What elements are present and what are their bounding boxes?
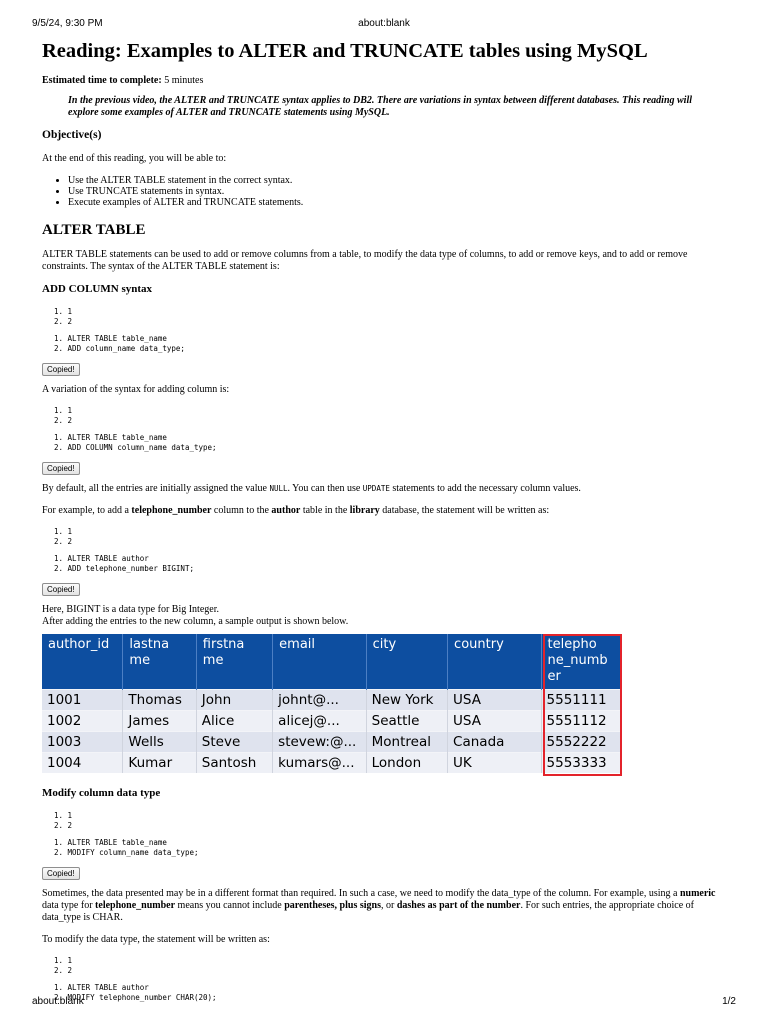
text-span: data type for xyxy=(42,900,96,911)
table-row xyxy=(42,711,622,732)
add-column-heading: ADD COLUMN syntax xyxy=(42,283,152,295)
code-line: 2. ADD COLUMN column_name data_type; xyxy=(54,442,217,452)
bold-text: author xyxy=(271,505,301,516)
table-cell: USA xyxy=(448,690,541,711)
code-block xyxy=(54,838,722,857)
estimated-time-label: Estimated time to complete: xyxy=(42,75,162,86)
document-page xyxy=(42,36,722,1008)
table-cell: Canada xyxy=(448,732,541,753)
page-number: 1/2 xyxy=(722,996,736,1007)
table-cell: 5551112 xyxy=(541,711,621,732)
table-cell: Kumar xyxy=(123,753,196,774)
highlight-box xyxy=(543,634,622,776)
table-cell: alicej@... xyxy=(273,711,366,732)
column-header: country xyxy=(448,634,541,690)
table-cell: UK xyxy=(448,753,541,774)
table-cell: 5552222 xyxy=(541,732,621,753)
table-cell: London xyxy=(366,753,447,774)
table-cell: 5551111 xyxy=(541,690,621,711)
bold-text: library xyxy=(349,505,380,516)
table-cell: 1003 xyxy=(42,732,123,753)
objective-item: • Use TRUNCATE statements in syntax. xyxy=(68,186,722,197)
table-row xyxy=(42,732,622,753)
print-datetime: 9/5/24, 9:30 PM xyxy=(32,18,103,29)
table-row xyxy=(42,753,622,774)
code-block xyxy=(54,554,722,573)
text-span: . You can then use xyxy=(287,483,363,494)
text-span: statements to add the necessary column values. xyxy=(389,483,581,494)
estimated-time-value: 5 minutes xyxy=(164,75,204,86)
code-line: 2. 2 xyxy=(54,820,73,830)
objectives-heading: Objective(s) xyxy=(42,129,102,141)
code-line: 2. 2 xyxy=(54,316,73,326)
table-cell: johnt@... xyxy=(273,690,366,711)
code-line-numbers xyxy=(54,527,722,546)
code-line: 1. ALTER TABLE author xyxy=(54,554,149,563)
copy-button[interactable]: Copied! xyxy=(42,363,80,376)
text-span: database, the statement will be written as: xyxy=(379,505,550,516)
table-cell: stevew:@... xyxy=(273,732,366,753)
bold-text: telephone_number xyxy=(131,505,212,516)
table-cell: Seattle xyxy=(366,711,447,732)
column-header: firstna me xyxy=(196,634,272,690)
table-cell: 1002 xyxy=(42,711,123,732)
intro-text: In the previous video, the ALTER and TRUNCATE syntax applies to DB2. There are variations in syntax between different databases. This reading will explore some examples of ALTER and TRUNCATE statements using MySQL. xyxy=(68,95,693,118)
text-span: column to the xyxy=(211,505,272,516)
print-url: about:blank xyxy=(358,18,410,29)
code-line: 1. ALTER TABLE table_name xyxy=(54,433,167,442)
copy-button[interactable]: Copied! xyxy=(42,462,80,475)
variation-text: A variation of the syntax for adding column is: xyxy=(42,384,230,395)
objectives-list xyxy=(42,175,722,208)
table-cell: Thomas xyxy=(123,690,196,711)
bold-text: parentheses, plus signs xyxy=(284,900,381,911)
inline-code-null: NULL xyxy=(269,484,288,493)
text-span: After adding the entries to the new column, a sample output is shown below. xyxy=(42,616,349,627)
column-header: lastna me xyxy=(123,634,196,690)
table-cell: 1004 xyxy=(42,753,123,774)
code-line-numbers xyxy=(54,406,722,425)
inline-code-update: UPDATE xyxy=(362,484,390,493)
code-line: 2. 2 xyxy=(54,415,73,425)
modify-description xyxy=(42,888,722,924)
objective-item: • Use the ALTER TABLE statement in the correct syntax. xyxy=(68,175,722,186)
sample-output-table xyxy=(42,634,622,773)
table-cell: Santosh xyxy=(196,753,272,774)
alter-table-heading: ALTER TABLE xyxy=(42,222,146,238)
column-header: city xyxy=(366,634,447,690)
text-span: , or xyxy=(380,900,397,911)
table-header-row xyxy=(42,634,622,690)
bold-text: dashes as part of the number xyxy=(396,900,521,911)
code-line: 1. ALTER TABLE author xyxy=(54,983,149,992)
code-line: 1. ALTER TABLE table_name xyxy=(54,838,167,847)
objective-item: • Execute examples of ALTER and TRUNCATE statements. xyxy=(68,197,722,208)
code-line: 2. ADD telephone_number BIGINT; xyxy=(54,563,194,573)
code-line: 1. ALTER TABLE table_name xyxy=(54,334,167,343)
text-span: . For such entries, the appropriate choice of data_type is CHAR. xyxy=(42,900,695,923)
table-cell: New York xyxy=(366,690,447,711)
column-header: telepho ne_numb er xyxy=(541,634,621,690)
code-line: 1. 1 xyxy=(54,527,73,536)
table-row xyxy=(42,690,622,711)
text-span: Sometimes, the data presented may be in a different format than required. In such a case, we need to modify the data_type of the column. For example, using a xyxy=(42,888,680,899)
copy-button[interactable]: Copied! xyxy=(42,867,80,880)
table-cell: 5553333 xyxy=(541,753,621,774)
example-text xyxy=(42,505,722,517)
copy-button[interactable]: Copied! xyxy=(42,583,80,596)
print-header xyxy=(32,18,736,32)
bold-text: numeric xyxy=(679,888,716,899)
modify-statement-text: To modify the data type, the statement will be written as: xyxy=(42,934,270,945)
code-line-numbers xyxy=(54,956,722,975)
code-line: 2. MODIFY column_name data_type; xyxy=(54,847,199,857)
table-cell: Montreal xyxy=(366,732,447,753)
column-header: author_id xyxy=(42,634,123,690)
table-cell: Steve xyxy=(196,732,272,753)
page-title: Reading: Examples to ALTER and TRUNCATE tables using MySQL xyxy=(42,40,648,62)
default-null-text xyxy=(42,483,722,495)
print-footer xyxy=(32,996,736,1010)
text-span: For example, to add a xyxy=(42,505,132,516)
text-span: table in the xyxy=(300,505,350,516)
code-line: 2. 2 xyxy=(54,965,73,975)
code-block xyxy=(54,433,722,452)
bigint-text xyxy=(42,604,722,628)
code-line: 1. 1 xyxy=(54,811,73,820)
table-cell: Alice xyxy=(196,711,272,732)
table-cell: James xyxy=(123,711,196,732)
footer-url: about:blank xyxy=(32,996,84,1007)
code-line: 2. 2 xyxy=(54,536,73,546)
objectives-lead: At the end of this reading, you will be able to: xyxy=(42,153,227,164)
table-cell: USA xyxy=(448,711,541,732)
code-line-numbers xyxy=(54,307,722,326)
modify-column-heading: Modify column data type xyxy=(42,787,161,799)
text-span: By default, all the entries are initially assigned the value xyxy=(42,483,270,494)
code-line-numbers xyxy=(54,811,722,830)
code-line: 1. 1 xyxy=(54,956,73,965)
table-cell: 1001 xyxy=(42,690,123,711)
code-line: 2. ADD column_name data_type; xyxy=(54,343,185,353)
code-line: 1. 1 xyxy=(54,307,73,316)
bold-text: telephone_number xyxy=(95,900,176,911)
code-block xyxy=(54,334,722,353)
table-cell: John xyxy=(196,690,272,711)
column-header: email xyxy=(273,634,366,690)
table-cell: Wells xyxy=(123,732,196,753)
data-table xyxy=(42,634,622,773)
code-line: 2. MODIFY telephone_number CHAR(20); xyxy=(54,992,217,1002)
text-span: Here, BIGINT is a data type for Big Integer. xyxy=(42,604,219,615)
table-cell: kumars@... xyxy=(273,753,366,774)
text-span: means you cannot include xyxy=(175,900,285,911)
estimated-time xyxy=(42,75,722,87)
alter-table-description: ALTER TABLE statements can be used to add or remove columns from a table, to modify the data type of columns, to add or remove keys, and to add or remove constraints. The syntax of the ALTER TABLE statement is: xyxy=(42,249,688,272)
code-line: 1. 1 xyxy=(54,406,73,415)
